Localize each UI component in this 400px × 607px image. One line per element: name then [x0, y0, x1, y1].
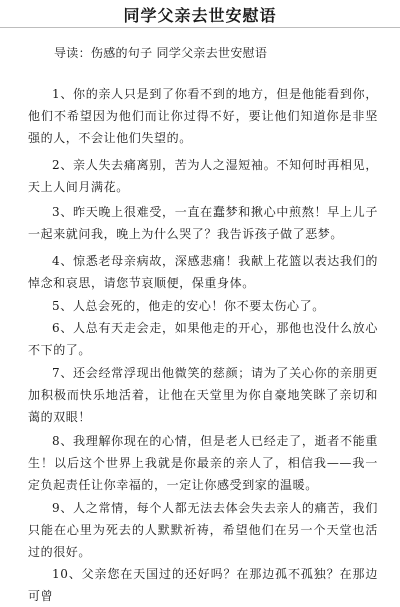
intro-line: 导读：伤感的句子 同学父亲去世安慰语: [54, 46, 268, 60]
paragraph-5: 5、人总会死的，他走的安心！你不要太伤心了。: [52, 299, 325, 313]
paragraph-10: 10、父亲您在天国过的还好吗？在那边孤不孤独？在那边可曾: [28, 567, 378, 603]
paragraph-4: 4、惊悉老母亲病故，深感悲痛！我献上花篮以表达我们的悼念和哀思，请您节哀顺便，保重身体。: [28, 254, 378, 290]
paragraph-1: 1、你的亲人只是到了你看不到的地方，但是他能看到你，他们不希望因为他们而让你过得不好，要让他们知道你是非坚强的人，不会让他们失望的。: [28, 87, 378, 145]
paragraph-8: 8、我理解你现在的心情，但是老人已经走了，逝者不能重生！以后这个世界上我就是你最亲的亲人了，相信我——我一定负起责任让你幸福的，一定让你感受到家的温暖。: [28, 434, 378, 492]
paragraph-9: 9、人之常情，每个人都无法去体会失去亲人的痛苦，我们只能在心里为死去的人默默祈祷，希望他们在另一个天堂也活过的很好。: [28, 501, 378, 559]
page-title: 同学父亲去世安慰语: [123, 6, 277, 25]
paragraph-3: 3、昨天晚上很难受，一直在蠢梦和揪心中煎熬！早上儿子一起来就问我，晚上为什么哭了？我告诉孩子做了恶梦。: [28, 205, 378, 241]
title-bar: [0, 0, 400, 28]
paragraph-2: 2、亲人失去痛离别，苦为人之湿短袖。不知何时再相见，天上人间月满花。: [28, 158, 378, 194]
paragraph-6: 6、人总有天走会走，如果他走的开心，那他也没什么放心不下的了。: [28, 321, 378, 357]
paragraph-7: 7、还会经常浮现出他微笑的慈颜；请为了关心你的亲朋更加积极而快乐地活着，让他在天堂里为你自豪地笑眯了亲切和蔼的双眼！: [28, 366, 378, 424]
